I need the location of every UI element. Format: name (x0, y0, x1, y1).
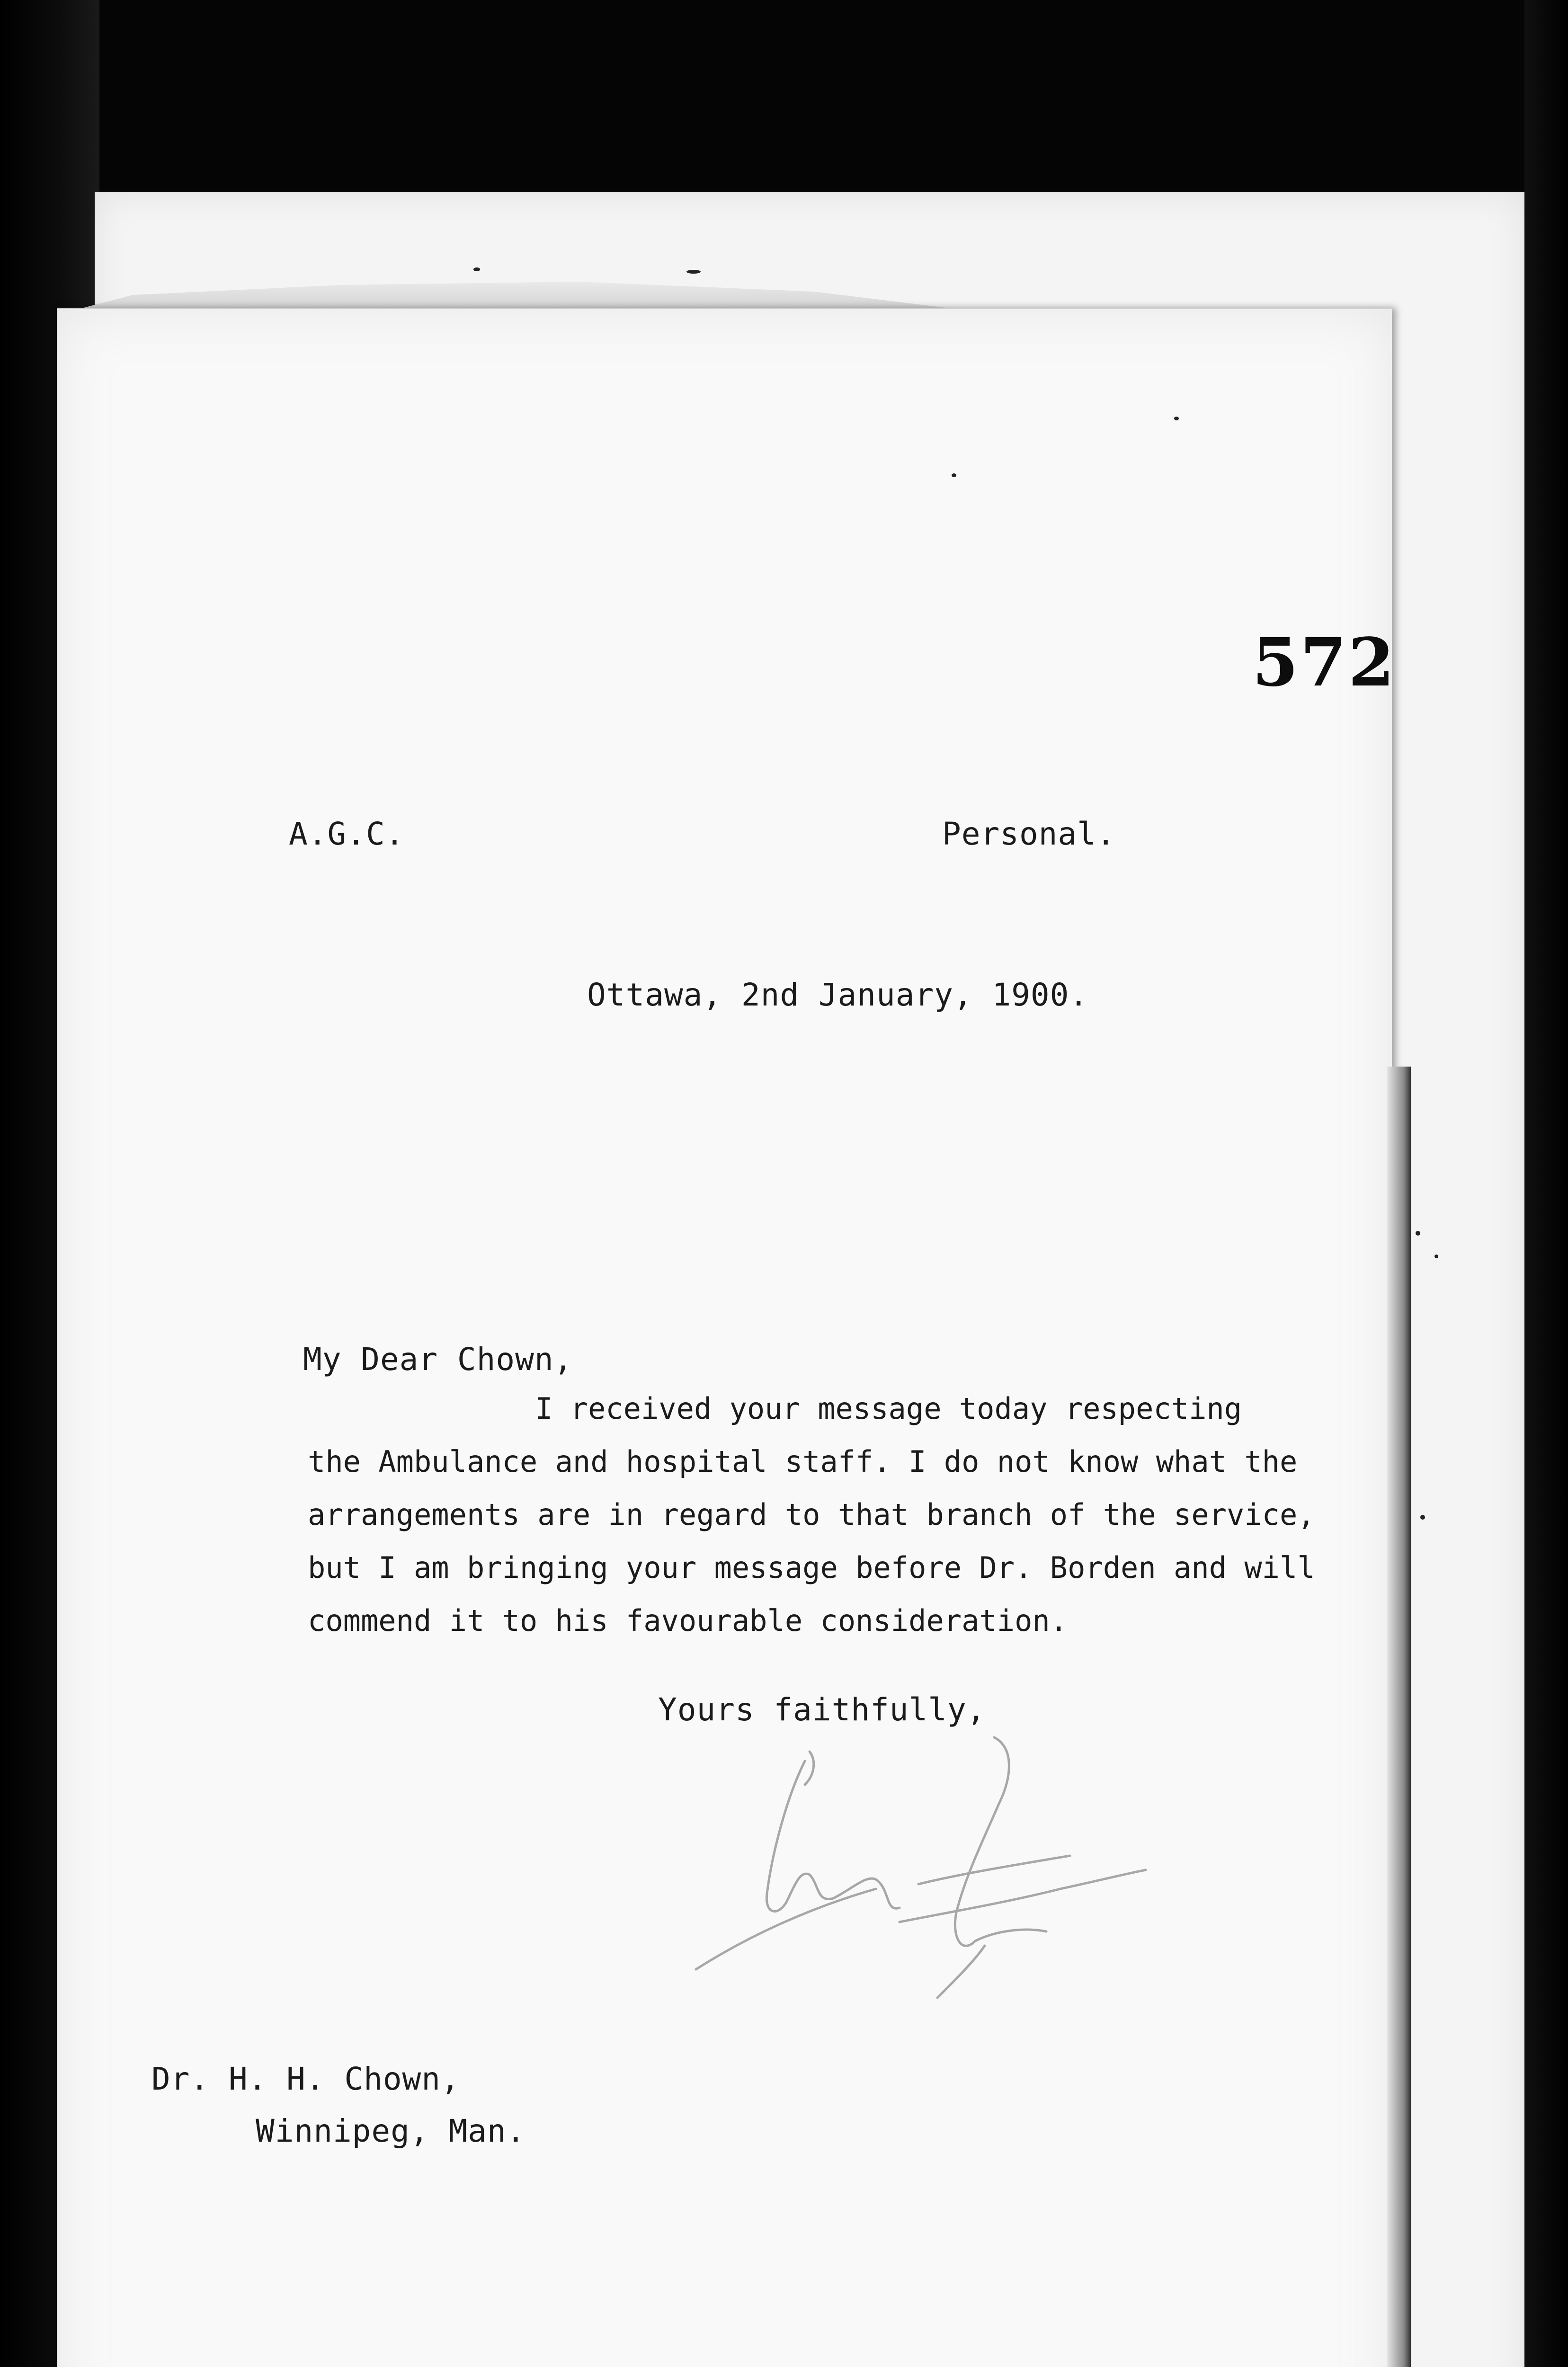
letter-page (57, 308, 1397, 2367)
body-line: but I am bringing your message before Dr. Borden and will (308, 1550, 1315, 1585)
film-speck (1174, 417, 1179, 420)
body-line: commend it to his favourable consideration. (308, 1603, 1068, 1638)
handwritten-signature (653, 1733, 1292, 2026)
film-edge-right (1524, 0, 1568, 2367)
letter-body (308, 1382, 1315, 1647)
film-speck (1416, 1231, 1420, 1236)
body-line: I received your message today respecting (535, 1391, 1242, 1426)
dateline: Ottawa, 2nd January, 1900. (587, 977, 1089, 1013)
body-line: arrangements are in regard to that branch of the service, (308, 1497, 1315, 1532)
salutation: My Dear Chown, (303, 1341, 573, 1378)
film-speck (1434, 1255, 1438, 1258)
film-speck (473, 267, 480, 271)
film-speck (952, 473, 956, 477)
page-number: 572 (1252, 624, 1397, 702)
body-line: the Ambulance and hospital staff. I do not know what the (308, 1444, 1298, 1479)
heading-right: Personal. (942, 816, 1116, 852)
film-speck (1420, 1515, 1425, 1520)
recipient-place: Winnipeg, Man. (256, 2113, 526, 2149)
heading-left: A.G.C. (289, 816, 405, 852)
closing: Yours faithfully, (658, 1691, 986, 1728)
recipient-name: Dr. H. H. Chown, (151, 2061, 460, 2097)
film-speck (686, 270, 701, 274)
